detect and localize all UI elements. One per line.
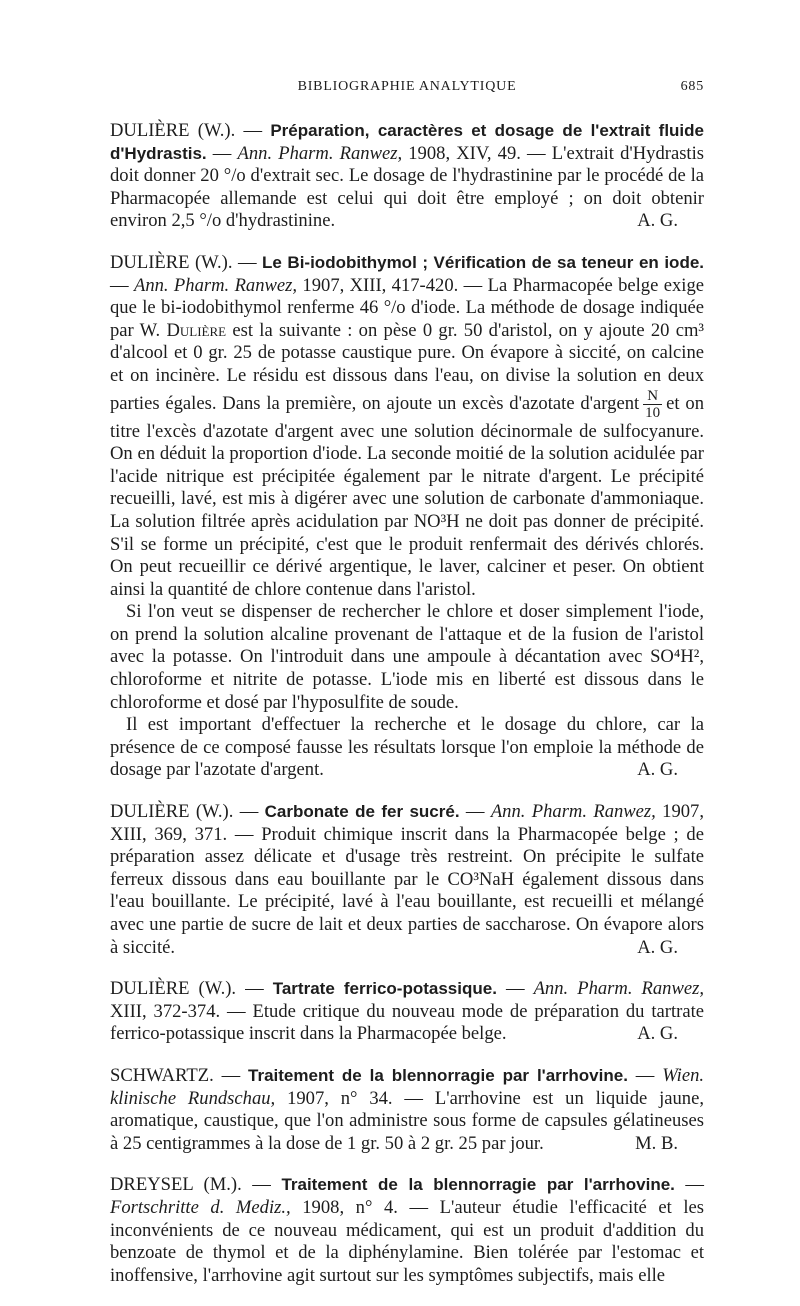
entry-source: Ann. Pharm. Ranwez, [237,142,403,164]
abstract-entry [110,1065,704,1155]
entry-title: Préparation, caractères et dosage de l'extrait fluide d'Hydrastis. [110,121,704,163]
entry-signature: A. G. [637,210,678,232]
abstract-entry [110,252,704,782]
entry-source: Ann. Pharm. Ranwez, [490,801,656,823]
entry-author: DULIÈRE (W.). [110,251,233,273]
entry-paragraph: Si l'on veut se dispenser de rechercher le chlore et doser simplement l'iode, on prend la solution alcaline provenant de l'attaque et de la fusion de l'aristol avec la potasse. On l'introduit dans une ampoule à décantation avec SO⁴H², chloroforme et nitrite de potasse. L'iode mis en liberté est dissous dans le chloroforme et dosé par l'hyposulfite de soude. [110,601,704,713]
fraction-n-10: $\frac{N}{10}$ [645,387,661,421]
abstract-entry [110,801,704,959]
entry-author: DREYSEL (M.). [110,1174,242,1196]
entry-paragraph: DULIÈRE (W.). — Préparation, caractères et dosage de l'extrait fluide d'Hydrastis. — Ann. Pharm. Ranwez, 1908, XIV, 49. — L'extrait d'Hydrastis doit donner 20 °/o d'extrait sec. Le dosage de l'hydrastinine par le procédé de la Pharmacopée allemande est celui qui doit être employé ; on doit obtenir environ 2,5 °/o d'hydrastinine. A. G. [110,120,704,232]
entry-paragraph: DULIÈRE (W.). — Carbonate de fer sucré. — Ann. Pharm. Ranwez, 1907, XIII, 369, 371. — Produit chimique inscrit dans la Pharmacopée belge ; de préparation assez délicate et d'usage très restreint. On précipite le sulfate ferreux dissous dans eau bouillante par le CO³NaH également dissous dans l'eau bouillante. Le précipité, lavé à l'eau bouillante, est recueilli et mélangé avec une partie de sucre de lait et deux parties de saccharose. On évapore alors à siccité. A. G. [110,801,704,958]
entry-paragraph: DULIÈRE (W.). — Tartrate ferrico-potassique. — Ann. Pharm. Ranwez, XIII, 372-374. — Etude critique du nouveau mode de préparation du tartrate ferrico-potassique inscrit dans la Pharmacopée belge. A. G. [110,978,704,1045]
entry-title: Carbonate de fer sucré. [264,802,460,822]
entry-text: 1907, XIII, 369, 371. — Produit chimique inscrit dans la Pharmacopée belge ; de préparation assez délicate et d'usage très restreint. On précipite le sulfate ferreux dissous dans eau bouillante par le CO³NaH également dissous dans l'eau bouillante. Le précipité, lavé à l'eau bouillante, est recueilli et mélangé avec une partie de sucre de lait et deux parties de saccharose. On évapore alors à siccité. [110,801,704,958]
running-title: BIBLIOGRAPHIE ANALYTIQUE [297,79,517,94]
entry-signature: A. G. [637,1023,678,1045]
entry-author: DULIÈRE (W.). [110,801,234,823]
entry-signature: A. G. [637,936,678,958]
author-name-small-caps: Dulière [166,319,227,341]
entry-source: Ann. Pharm. Ranwez, [533,978,704,1000]
entry-source: Wien. klinische Rundschau, [110,1064,705,1109]
entry-author: SCHWARTZ. [110,1064,214,1086]
abstract-entry [110,1174,704,1287]
entry-paragraph: Il est important d'effectuer la recherche et le dosage du chlore, car la présence de ce composé fausse les résultats lorsque l'on emploie la méthode de dosage par l'azotate d'argent. A. G. [110,714,704,781]
entry-text: 1907, XIII, 417-420. — La Pharmacopée belge exige que le bi-iodobithymol renferme 46 °/o d'iode. La méthode de dosage indiquée par W. [110,274,704,341]
entry-author: DULIÈRE (W.). [110,978,237,1000]
entry-paragraph: SCHWARTZ. — Traitement de la blennorragie par l'arrhovine. — Wien. klinische Rundschau, 1907, n° 34. — L'arrhovine est un liquide jaune, aromatique, caustique, que l'on administre sous forme de capsules gélatineuses à 25 centigrammes à la dose de 1 gr. 50 à 2 gr. 25 par jour. M. B. [110,1064,705,1154]
entry-source: Ann. Pharm. Ranwez, [133,274,298,296]
entry-paragraph: DREYSEL (M.). — Traitement de la blennorragie par l'arrhovine. — Fortschritte d. Mediz., 1908, n° 4. — L'auteur étudie l'efficacité et les inconvénients de ce nouveau médicament, qui est un produit d'addition du benzoate de thymol et de la diphénylamine. Bien tolérée par l'estomac et inoffensive, l'arrhovine agit surtout sur les symptômes subjectifs, mais elle [110,1174,705,1286]
entry-title: Traitement de la blennorragie par l'arrhovine. [248,1065,628,1085]
entry-text: 1907, n° 34. — L'arrhovine est un liquide jaune, aromatique, caustique, que l'on administre sous forme de capsules gélatineuses à 25 centigrammes à la dose de 1 gr. 50 à 2 gr. 25 par jour. [110,1087,704,1154]
entry-text: XIII, 372-374. — Etude critique du nouveau mode de préparation du tartrate ferrico-potassique inscrit dans la Pharmacopée belge. [110,1000,704,1045]
entry-text: 1908, XIV, 49. — L'extrait d'Hydrastis doit donner 20 °/o d'extrait sec. Le dosage de l'hydrastinine par le procédé de la Pharmacopée allemande est celui qui doit être employé ; on doit obtenir environ 2,5 °/o d'hydrastinine. [110,142,704,232]
abstracts-list [110,120,704,1306]
entry-text: est la suivante : on pèse 0 gr. 50 d'aristol, on y ajoute 20 cm³ d'alcool et 0 gr. 25 de potasse caustique pure. On évapore à siccité, on calcine et on incinère. Le résidu est dissous dans l'eau, on divise la solution en deux parties égales. Dans la première, on ajoute un excès d'azotate d'argent [110,319,704,414]
entry-text: et on titre l'excès d'azotate d'argent avec une solution décinormale de sulfocyanure. On en déduit la proportion d'iode. La seconde moitié de la solution acidulée par l'acide nitrique est précipitée également par le nitrate d'argent. Le précipité recueilli, lavé, est mis à digérer avec une solution de carbonate d'ammoniaque. La solution filtrée après acidulation par NO³H ne doit pas donner de précipité. S'il se forme un précipité, c'est que le produit renfermait des dérivés chlorés. On peut recueillir ce dérivé argentique, le laver, calciner et peser. On obtient ainsi la quantité de chlore contenue dans l'aristol. [110,392,704,600]
abstract-entry [110,120,704,233]
page-number: 685 [680,79,704,94]
entry-title: Le Bi-iodobithymol ; Vérification de sa teneur en iode. [262,252,705,272]
entry-source: Fortschritte d. Mediz., [110,1196,291,1218]
entry-title: Tartrate ferrico-potassique. [272,979,497,999]
entry-text: 1908, n° 4. — L'auteur étudie l'efficacité et les inconvénients de ce nouveau médicament, qui est un produit d'addition du benzoate de thymol et de la diphénylamine. Bien tolérée par l'estomac et inoffensive, l'arrhovine agit surtout sur les symptômes subjectifs, mais elle [110,1196,704,1286]
entry-signature: M. B. [635,1132,678,1154]
entry-paragraph: DULIÈRE (W.). — Le Bi-iodobithymol ; Vérification de sa teneur en iode. — Ann. Pharm. Ranwez, 1907, XIII, 417-420. — La Pharmacopée belge exige que le bi-iodobithymol renferme 46 °/o d'iode. La méthode de dosage indiquée par W. Dulière est la suivante : on pèse 0 gr. 50 d'aristol, on y ajoute 20 cm³ d'alcool et 0 gr. 25 de potasse caustique pure. On évapore à siccité, on calcine et on incinère. Le résidu est dissous dans l'eau, on divise la solution en deux parties égales. Dans la première, on ajoute un excès d'azotate d'argent $\frac{N}{10}$ et on titre l'excès d'azotate d'argent avec une solution décinormale de sulfocyanure. On en déduit la proportion d'iode. La seconde moitié de la solution acidulée par l'acide nitrique est précipitée également par le nitrate d'argent. Le précipité recueilli, lavé, est mis à digérer avec une solution de carbonate d'ammoniaque. La solution filtrée après acidulation par NO³H ne doit pas donner de précipité. S'il se forme un précipité, c'est que le produit renfermait des dérivés chlorés. On peut recueillir ce dérivé argentique, le laver, calciner et peser. On obtient ainsi la quantité de chlore contenue dans l'aristol. [110,251,705,600]
entry-author: DULIÈRE (W.). [110,120,236,141]
entry-title: Traitement de la blennorragie par l'arrhovine. [281,1175,675,1195]
abstract-entry [110,978,704,1046]
entry-signature: A. G. [637,759,678,781]
running-head [110,76,704,100]
